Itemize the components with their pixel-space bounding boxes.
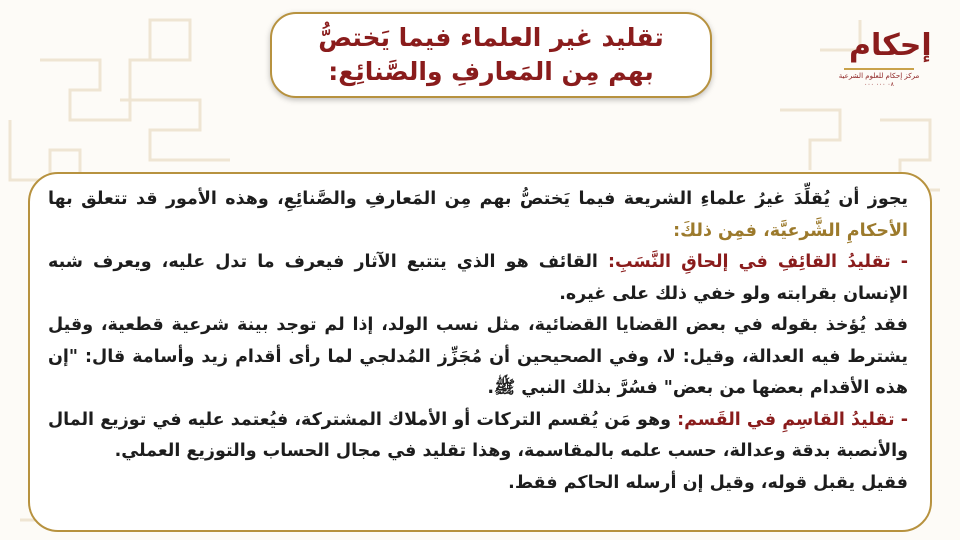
title-line-2: بهم مِن المَعارفِ والصَّنائِع: [328,57,654,86]
item-qaif-details: فقد يُؤخذ بقوله في بعض القضايا القضائية، مثل نسب الولد، إذا لم توجد بينة شرعية قطعية، وقيل يشترط فيه العدالة، وقيل: لا، وفي الصحيحين أن مُجَزِّز المُدلجي لما رأى أقدام زيد وأسامة قال: "إن هذه الأقدام بعضها من بعض" فسُرَّ بذلك النبي ﷺ. [48,315,908,398]
item-qaif-heading: - تقليدُ القائِفِ في إلحاقِ النَّسَبِ: [608,252,908,272]
title-banner [270,12,712,98]
logo-wordmark: إحكام [849,28,932,63]
intro-text: يجوز أن يُقلِّدَ غيرُ علماءِ الشريعة فيما يَختصُّ بهم مِن المَعارفِ والصَّنائِعِ، وهذه الأمور قد تتعلق بها [48,189,908,209]
brand-logo [838,26,932,98]
item-qasim [48,405,908,468]
item-qasim-text: وهو مَن يُقسم التركات أو الأملاك المشتركة، فيُعتمد عليه في توزيع المال والأنصبة بدقة وعدالة، حسب علمه بالمقاسمة، وهذا تقليد في مجال الحساب والتوزيع العملي. [48,409,908,461]
logo-tagline: ٠٨ ٠٠٠ ٠٠٠ [864,81,894,88]
content-body [48,184,908,499]
item-qaif [48,247,908,310]
title-line-1: تقليد غير العلماء فيما يَختصُّ [318,23,664,52]
item-qaif-text: القائف هو الذي يتتبع الآثار فيعرف ما تدل عليه، ويعرف شبه الإنسان بقرابته ولو خفي ذلك على غيره. [48,252,908,304]
intro-paragraph [48,184,908,247]
logo-subtitle: مركز إحكام للعلوم الشرعية [838,72,920,80]
item-qasim-details: فقيل يقبل قوله، وقيل إن أرسله الحاكم فقط. [508,472,908,493]
intro-text-continued: الأحكامِ الشَّرعيَّة، فمِن ذلكَ: [673,220,908,241]
logo-divider [844,68,914,70]
logo-emblem [849,26,932,66]
item-qasim-heading: - تقليدُ القاسِمِ في القَسم: [677,409,908,430]
